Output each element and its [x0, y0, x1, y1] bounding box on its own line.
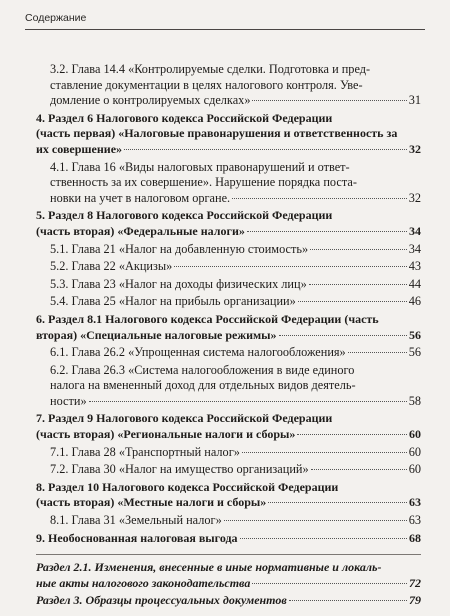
dot-leader — [348, 352, 407, 353]
page-number: 56 — [408, 345, 421, 360]
toc-section-entry[interactable] — [36, 208, 421, 239]
dot-leader — [268, 502, 407, 503]
dot-leader — [124, 149, 407, 150]
page-number: 34 — [409, 223, 421, 238]
toc-subentry[interactable] — [36, 259, 421, 275]
page-number: 72 — [409, 575, 421, 590]
page-number: 43 — [408, 259, 421, 274]
header-rule — [25, 29, 425, 30]
dot-leader — [311, 469, 407, 470]
toc-entry-text: их совершение» — [36, 141, 123, 156]
toc-subentry[interactable] — [36, 242, 421, 258]
page-number: 32 — [409, 141, 421, 156]
toc-section-entry[interactable] — [36, 480, 421, 511]
toc-entry-text: (часть вторая) «Федеральные налоги» — [36, 223, 245, 238]
toc-entry-text: налога на вмененный доход для отдельных видов деятель- — [50, 378, 356, 393]
dot-leader — [232, 198, 407, 199]
toc-entry-text: 9. Необоснованная налоговая выгода — [36, 530, 238, 545]
toc-entry-text: ственность за их совершение». Нарушение порядка поста- — [50, 175, 357, 190]
dot-leader — [252, 583, 407, 584]
toc-entry-text: 6.1. Глава 26.2 «Упрощенная система налогообложения» — [50, 345, 346, 360]
toc-section-entry[interactable] — [36, 111, 421, 158]
dot-leader — [252, 100, 406, 101]
toc-section-entry[interactable] — [36, 593, 421, 609]
table-of-contents — [36, 62, 421, 611]
dot-leader — [310, 249, 407, 250]
toc-subentry[interactable] — [36, 445, 421, 461]
toc-entry-text: 3.2. Глава 14.4 «Контролируемые сделки. Подготовка и пред- — [50, 62, 371, 76]
toc-entry-text: 4.1. Глава 16 «Виды налоговых правонарушений и ответ- — [50, 159, 350, 174]
toc-section-entry[interactable] — [36, 531, 421, 547]
dot-leader — [297, 434, 407, 435]
toc-entry-text: вторая) «Специальные налоговые режимы» — [36, 327, 277, 342]
page-number: 79 — [409, 593, 421, 608]
dot-leader — [309, 284, 407, 285]
page-number: 60 — [408, 444, 421, 459]
toc-entry-text: ности» — [50, 393, 87, 408]
toc-entry-text: 5.1. Глава 21 «Налог на добавленную стоимость» — [50, 241, 309, 256]
page-number: 56 — [409, 327, 421, 342]
dot-leader — [242, 452, 407, 453]
page-number: 60 — [408, 462, 421, 477]
toc-subentry[interactable] — [36, 62, 421, 109]
toc-entry-text: 6. Раздел 8.1 Налогового кодекса Российской Федерации (часть — [36, 311, 379, 326]
toc-entry-text: 5. Раздел 8 Налогового кодекса Российской Федерации — [36, 208, 333, 223]
page-number: 58 — [408, 393, 421, 408]
toc-entry-text: 5.3. Глава 23 «Налог на доходы физических лиц» — [50, 276, 307, 291]
toc-entry-text: 4. Раздел 6 Налогового кодекса Российской Федерации — [36, 110, 333, 125]
page-number: 46 — [408, 294, 421, 309]
running-header: Содержание — [25, 12, 87, 24]
toc-entry-text: 8.1. Глава 31 «Земельный налог» — [50, 513, 222, 528]
toc-entry-text: 7.1. Глава 28 «Транспортный налог» — [50, 444, 240, 459]
toc-subentry[interactable] — [36, 277, 421, 293]
toc-entry-text: (часть вторая) «Региональные налоги и сборы» — [36, 427, 296, 442]
toc-entry-text: (часть первая) «Налоговые правонарушения и ответственность за — [36, 126, 398, 141]
dot-leader — [289, 600, 407, 601]
page-number: 63 — [408, 513, 421, 528]
toc-entry-text: новки на учет в налоговом органе. — [50, 190, 231, 205]
dot-leader — [279, 335, 407, 336]
dot-leader — [247, 231, 407, 232]
toc-subentry[interactable] — [36, 160, 421, 207]
dot-leader — [298, 301, 407, 302]
toc-entry-text: 7. Раздел 9 Налогового кодекса Российской Федерации — [36, 411, 333, 426]
toc-entry-text: домление о контролируемых сделках» — [50, 93, 251, 108]
toc-section-entry[interactable] — [36, 560, 421, 591]
dot-leader — [224, 520, 407, 521]
page-number: 68 — [409, 530, 421, 545]
toc-entry-text: (часть вторая) «Местные налоги и сборы» — [36, 495, 267, 510]
dot-leader — [174, 266, 406, 267]
page-number: 60 — [409, 427, 421, 442]
dot-leader — [89, 401, 407, 402]
page-number: 31 — [408, 93, 421, 108]
toc-subentry[interactable] — [36, 462, 421, 478]
toc-subentry[interactable] — [36, 363, 421, 410]
toc-subentry[interactable] — [36, 345, 421, 361]
toc-subentry[interactable] — [36, 294, 421, 310]
toc-subentry[interactable] — [36, 513, 421, 529]
toc-section-entry[interactable] — [36, 312, 421, 343]
toc-entry-text: 8. Раздел 10 Налогового кодекса Российской Федерации — [36, 479, 339, 494]
toc-entry-text: 5.2. Глава 22 «Акцизы» — [50, 259, 173, 274]
page-number: 63 — [409, 495, 421, 510]
toc-entry-text: 5.4. Глава 25 «Налог на прибыль организации» — [50, 294, 296, 309]
toc-section-entry[interactable] — [36, 411, 421, 442]
toc-entry-text: 7.2. Глава 30 «Налог на имущество организаций» — [50, 462, 309, 477]
toc-entry-text: 6.2. Глава 26.3 «Система налогообложения в виде единого — [50, 362, 355, 377]
page-number: 32 — [408, 190, 421, 205]
page-number: 44 — [408, 276, 421, 291]
toc-entry-text: ные акты налогового законодательства — [36, 575, 251, 590]
page-number: 34 — [408, 241, 421, 256]
toc-entry-text: ставление документации в целях налогового контроля. Уве- — [50, 77, 363, 92]
toc-entry-text: Раздел 2.1. Изменения, внесенные в иные нормативные и локаль- — [36, 560, 382, 575]
toc-entry-text: Раздел 3. Образцы процессуальных документов — [36, 593, 287, 608]
dot-leader — [240, 538, 407, 539]
section-divider — [36, 554, 421, 555]
